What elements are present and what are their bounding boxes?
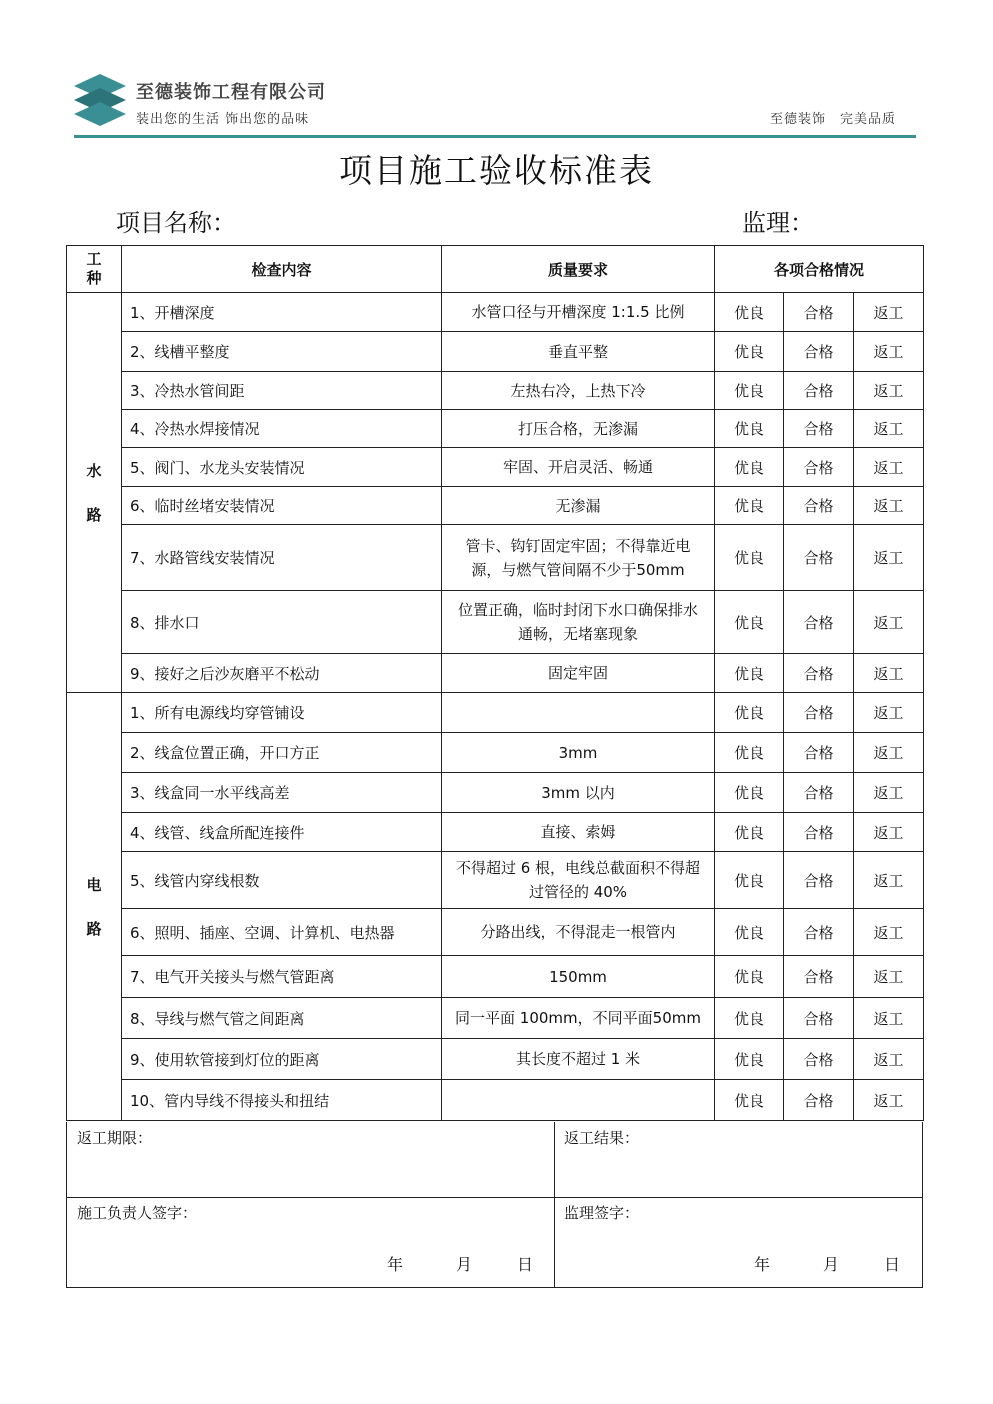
footer-divider-vertical <box>554 1122 555 1287</box>
status-excellent[interactable]: 优良 <box>715 448 784 487</box>
table-header-row <box>67 246 924 293</box>
brand-tagline-1: 至德装饰 <box>770 112 827 127</box>
status-rework[interactable]: 返工 <box>854 487 924 525</box>
status-pass[interactable]: 合格 <box>784 525 854 591</box>
signature-area <box>66 1122 923 1288</box>
table-row <box>67 591 924 654</box>
inspection-item: 9、接好之后沙灰磨平不松动 <box>122 654 442 693</box>
company-logo-icon <box>74 72 126 128</box>
status-excellent[interactable]: 优良 <box>715 909 784 956</box>
project-name-label: 项目名称： <box>116 209 236 237</box>
type-cell-water: 水路 <box>67 293 122 693</box>
quality-requirement: 垂直平整 <box>442 332 715 372</box>
table-row <box>67 487 924 525</box>
status-pass[interactable]: 合格 <box>784 1080 854 1121</box>
status-excellent[interactable]: 优良 <box>715 813 784 852</box>
quality-requirement: 分路出线，不得混走一根管内 <box>442 909 715 956</box>
status-rework[interactable]: 返工 <box>854 448 924 487</box>
brand-tagline-2: 完美品质 <box>840 112 897 127</box>
table-row <box>67 1080 924 1121</box>
inspection-item: 7、电气开关接头与燃气管距离 <box>122 956 442 998</box>
inspection-item: 9、使用软管接到灯位的距离 <box>122 1039 442 1080</box>
status-excellent[interactable]: 优良 <box>715 852 784 909</box>
inspection-item: 2、线盒位置正确，开口方正 <box>122 733 442 773</box>
quality-requirement: 150mm <box>442 956 715 998</box>
status-pass[interactable]: 合格 <box>784 693 854 733</box>
supervisor-sign-label: 监理签字： <box>564 1204 640 1222</box>
quality-requirement: 不得超过 6 根，电线总截面积不得超过管径的 40% <box>442 852 715 909</box>
quality-requirement: 固定牢固 <box>442 654 715 693</box>
status-rework[interactable]: 返工 <box>854 956 924 998</box>
brand-tagline <box>770 108 896 127</box>
status-pass[interactable]: 合格 <box>784 372 854 410</box>
status-pass[interactable]: 合格 <box>784 998 854 1039</box>
inspection-item: 5、阀门、水龙头安装情况 <box>122 448 442 487</box>
status-pass[interactable]: 合格 <box>784 332 854 372</box>
table-row <box>67 909 924 956</box>
status-rework[interactable]: 返工 <box>854 693 924 733</box>
header-requirement: 质量要求 <box>442 246 715 293</box>
status-pass[interactable]: 合格 <box>784 733 854 773</box>
header-content: 检查内容 <box>122 246 442 293</box>
status-rework[interactable]: 返工 <box>854 1080 924 1121</box>
table-row <box>67 525 924 591</box>
quality-requirement: 同一平面 100mm，不同平面50mm <box>442 998 715 1039</box>
quality-requirement: 3mm 以内 <box>442 773 715 813</box>
inspection-item: 2、线槽平整度 <box>122 332 442 372</box>
status-pass[interactable]: 合格 <box>784 410 854 448</box>
quality-requirement: 牢固、开启灵活、畅通 <box>442 448 715 487</box>
inspection-item: 10、管内导线不得接头和扭结 <box>122 1080 442 1121</box>
status-excellent[interactable]: 优良 <box>715 591 784 654</box>
status-rework[interactable]: 返工 <box>854 410 924 448</box>
status-pass[interactable]: 合格 <box>784 487 854 525</box>
status-pass[interactable]: 合格 <box>784 773 854 813</box>
status-pass[interactable]: 合格 <box>784 1039 854 1080</box>
inspection-item: 1、开槽深度 <box>122 293 442 332</box>
status-rework[interactable]: 返工 <box>854 525 924 591</box>
supervisor-date-day: 日 <box>884 1255 901 1274</box>
header-type <box>67 246 122 293</box>
header-status: 各项合格情况 <box>715 246 924 293</box>
inspection-item: 6、临时丝堵安装情况 <box>122 487 442 525</box>
rework-deadline-label: 返工期限： <box>77 1129 153 1147</box>
quality-requirement: 管卡、钩钉固定牢固；不得靠近电源，与燃气管间隔不少于50mm <box>442 525 715 591</box>
status-rework[interactable]: 返工 <box>854 998 924 1039</box>
status-excellent[interactable]: 优良 <box>715 332 784 372</box>
status-rework[interactable]: 返工 <box>854 733 924 773</box>
status-excellent[interactable]: 优良 <box>715 733 784 773</box>
status-rework[interactable]: 返工 <box>854 654 924 693</box>
table-row <box>67 332 924 372</box>
contractor-date-year: 年 <box>387 1255 404 1274</box>
status-rework[interactable]: 返工 <box>854 293 924 332</box>
quality-requirement: 位置正确，临时封闭下水口确保排水通畅，无堵塞现象 <box>442 591 715 654</box>
quality-requirement: 水管口径与开槽深度 1:1.5 比例 <box>442 293 715 332</box>
table-row <box>67 813 924 852</box>
quality-requirement: 无渗漏 <box>442 487 715 525</box>
quality-requirement: 打压合格，无渗漏 <box>442 410 715 448</box>
table-row <box>67 998 924 1039</box>
type-cell-electric: 电路 <box>67 693 122 1121</box>
supervisor-date-month: 月 <box>823 1255 840 1274</box>
status-rework[interactable]: 返工 <box>854 591 924 654</box>
table-row <box>67 293 924 332</box>
status-pass[interactable]: 合格 <box>784 293 854 332</box>
status-rework[interactable]: 返工 <box>854 852 924 909</box>
header-divider <box>74 135 916 138</box>
status-pass[interactable]: 合格 <box>784 591 854 654</box>
quality-requirement: 左热右冷，上热下冷 <box>442 372 715 410</box>
status-excellent[interactable]: 优良 <box>715 293 784 332</box>
table-row <box>67 410 924 448</box>
rework-result-label: 返工结果： <box>564 1129 640 1147</box>
quality-requirement <box>442 1080 715 1121</box>
status-pass[interactable]: 合格 <box>784 654 854 693</box>
status-excellent[interactable]: 优良 <box>715 487 784 525</box>
table-row <box>67 448 924 487</box>
inspection-item: 3、线盒同一水平线高差 <box>122 773 442 813</box>
table-row <box>67 654 924 693</box>
status-excellent[interactable]: 优良 <box>715 1080 784 1121</box>
status-rework[interactable]: 返工 <box>854 1039 924 1080</box>
inspection-item: 8、排水口 <box>122 591 442 654</box>
table-row <box>67 773 924 813</box>
table-row <box>67 372 924 410</box>
contractor-sign-label: 施工负责人签字： <box>77 1204 198 1222</box>
inspection-item: 6、照明、插座、空调、计算机、电热器 <box>122 909 442 956</box>
page-header <box>0 0 993 150</box>
quality-requirement: 直接、索姆 <box>442 813 715 852</box>
status-excellent[interactable]: 优良 <box>715 773 784 813</box>
header-type-text: 工种 <box>86 250 102 287</box>
status-pass[interactable]: 合格 <box>784 813 854 852</box>
supervisor-date-year: 年 <box>754 1255 771 1274</box>
inspection-item: 4、冷热水焊接情况 <box>122 410 442 448</box>
quality-requirement: 其长度不超过 1 米 <box>442 1039 715 1080</box>
status-pass[interactable]: 合格 <box>784 448 854 487</box>
status-pass[interactable]: 合格 <box>784 956 854 998</box>
table-row <box>67 956 924 998</box>
inspection-item: 3、冷热水管间距 <box>122 372 442 410</box>
status-excellent[interactable]: 优良 <box>715 410 784 448</box>
contractor-date-month: 月 <box>456 1255 473 1274</box>
status-rework[interactable]: 返工 <box>854 332 924 372</box>
company-name: 至德装饰工程有限公司 <box>136 82 326 103</box>
page-title: 项目施工验收标准表 <box>339 151 654 190</box>
table-row <box>67 693 924 733</box>
status-excellent[interactable]: 优良 <box>715 1039 784 1080</box>
inspection-item: 4、线管、线盒所配连接件 <box>122 813 442 852</box>
inspection-item: 1、所有电源线均穿管铺设 <box>122 693 442 733</box>
status-rework[interactable]: 返工 <box>854 909 924 956</box>
quality-requirement: 3mm <box>442 733 715 773</box>
status-pass[interactable]: 合格 <box>784 852 854 909</box>
supervisor-label: 监理： <box>742 209 814 237</box>
contractor-date-day: 日 <box>517 1255 534 1274</box>
status-excellent[interactable]: 优良 <box>715 654 784 693</box>
table-row <box>67 733 924 773</box>
status-rework[interactable]: 返工 <box>854 372 924 410</box>
inspection-item: 7、水路管线安装情况 <box>122 525 442 591</box>
status-rework[interactable]: 返工 <box>854 773 924 813</box>
table-row <box>67 1039 924 1080</box>
table-row <box>67 852 924 909</box>
status-excellent[interactable]: 优良 <box>715 525 784 591</box>
inspection-table <box>66 245 924 1121</box>
status-excellent[interactable]: 优良 <box>715 372 784 410</box>
footer-divider-horizontal <box>67 1197 922 1198</box>
status-rework[interactable]: 返工 <box>854 813 924 852</box>
inspection-item: 8、导线与燃气管之间距离 <box>122 998 442 1039</box>
inspection-item: 5、线管内穿线根数 <box>122 852 442 909</box>
status-pass[interactable]: 合格 <box>784 909 854 956</box>
quality-requirement <box>442 693 715 733</box>
status-excellent[interactable]: 优良 <box>715 693 784 733</box>
status-excellent[interactable]: 优良 <box>715 956 784 998</box>
status-excellent[interactable]: 优良 <box>715 998 784 1039</box>
company-slogan: 装出您的生活 饰出您的品味 <box>136 112 310 127</box>
